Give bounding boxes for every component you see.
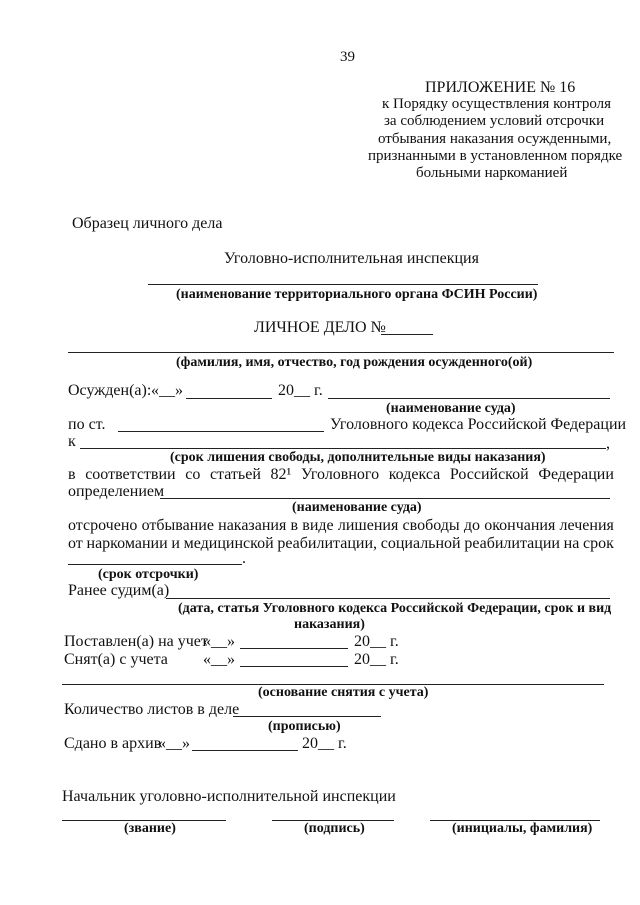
- caption-person: (фамилия, имя, отчество, год рождения осужденного(ой): [176, 355, 533, 370]
- appendix-line-4: признанными в установленном порядке: [368, 148, 623, 164]
- removed-year: 20__ г.: [354, 651, 399, 668]
- deferral-word: и: [171, 535, 180, 552]
- deferral-term-line: [68, 564, 242, 565]
- accordance-word: Российской: [449, 466, 529, 483]
- deferral-word: реабилитации: [464, 535, 560, 552]
- convicted-year: 20__ г.: [278, 382, 323, 399]
- convicted-date-open: «__»: [151, 382, 183, 399]
- archive-label: Сдано в архив: [64, 735, 162, 752]
- deferral-row-1: [68, 518, 614, 534]
- article-comma: ,: [606, 435, 610, 452]
- appendix-line-1: к Порядку осуществления контроля: [382, 96, 612, 112]
- deferral-word: реабилитации,: [277, 535, 377, 552]
- previous-line: [166, 598, 610, 599]
- registered-year: 20__ г.: [354, 633, 399, 650]
- caption-sheets: (прописью): [268, 719, 341, 734]
- deferral-word: свободы: [402, 517, 460, 534]
- accordance-word: со: [185, 466, 201, 483]
- page-number: 39: [340, 49, 355, 65]
- deferral-word: отсрочено: [68, 517, 138, 534]
- deferral-word: лечения: [559, 517, 614, 534]
- chief-label: Начальник уголовно-исполнительной инспекции: [62, 788, 396, 805]
- deferral-row-2: [68, 536, 614, 552]
- appendix-line-2: за соблюдением условий отсрочки: [384, 113, 605, 129]
- deferral-word: окончания: [484, 517, 556, 534]
- deferral-word: наказания: [218, 517, 287, 534]
- article-k: к: [68, 433, 76, 450]
- appendix-title: ПРИЛОЖЕНИЕ № 16: [425, 79, 576, 96]
- caption-previous-1: (дата, статья Уголовного кодекса Российской Федерации, срок и вид: [178, 601, 612, 616]
- deferral-word: на: [563, 535, 580, 552]
- archive-year: 20__ г.: [302, 735, 347, 752]
- deferral-dot: .: [242, 550, 246, 567]
- article-po-st: по ст.: [68, 416, 106, 433]
- accordance-word: Уголовного: [300, 466, 380, 483]
- caption-court-1: (наименование суда): [386, 401, 516, 416]
- sample-label: Образец личного дела: [72, 215, 223, 232]
- sheets-label: Количество листов в деле: [64, 701, 240, 718]
- inspection-title: Уголовно-исполнительная инспекция: [224, 250, 479, 267]
- deferral-word: виде: [302, 517, 334, 534]
- accordance-word: соответствии: [85, 466, 176, 483]
- person-name-line: [68, 352, 614, 353]
- article-code: Уголовного кодекса Российской Федерации: [330, 416, 627, 433]
- deferral-word: от: [68, 535, 83, 552]
- fsin-name-line: [148, 284, 538, 285]
- convicted-label: Осужден(а):: [68, 382, 152, 399]
- caption-fsin: (наименование территориального органа ФСИН России): [176, 287, 538, 302]
- accordance-word: статьей: [209, 466, 261, 483]
- accordance-row: [68, 467, 614, 483]
- previous-label: Ранее судим(а): [68, 582, 170, 599]
- caption-term: (срок лишения свободы, дополнительные виды наказания): [170, 450, 546, 465]
- determination-court-line: [160, 498, 610, 499]
- caption-rank: (звание): [124, 821, 176, 836]
- registered-date-open: «__»: [203, 633, 235, 650]
- deferral-word: лишения: [337, 517, 399, 534]
- appendix-line-5: больными наркоманией: [416, 165, 568, 181]
- case-number-line: [381, 334, 433, 335]
- caption-initials: (инициалы, фамилия): [452, 821, 593, 836]
- accordance-word: кодекса: [388, 466, 441, 483]
- accordance-word: в: [68, 466, 76, 483]
- appendix-line-3: отбывания наказания осужденными,: [378, 131, 612, 147]
- convicted-court-line: [328, 398, 610, 399]
- case-title: ЛИЧНОЕ ДЕЛО №: [254, 319, 386, 336]
- deferral-word: медицинской: [183, 535, 274, 552]
- deferral-word: отбывание: [141, 517, 214, 534]
- removed-month-line: [240, 666, 348, 667]
- caption-signature: (подпись): [304, 821, 365, 836]
- archive-month-line: [192, 750, 298, 751]
- deferral-word: социальной: [380, 535, 461, 552]
- registered-label: Поставлен(а) на учет: [64, 633, 208, 650]
- sheets-line: [233, 716, 381, 717]
- caption-court-2: (наименование суда): [292, 500, 422, 515]
- caption-previous-2: наказания): [294, 617, 365, 632]
- deferral-word: в: [290, 517, 299, 534]
- article-term-line: [80, 448, 606, 449]
- caption-basis: (основание снятия с учета): [258, 685, 429, 700]
- deferral-word: до: [463, 517, 480, 534]
- accordance-word: 82¹: [270, 466, 292, 483]
- determination-label: определением: [68, 483, 165, 500]
- removed-label: Снят(а) с учета: [64, 651, 168, 668]
- caption-deferral-term: (срок отсрочки): [98, 567, 199, 582]
- convicted-month-line: [186, 398, 272, 399]
- archive-date-open: «__»: [158, 735, 190, 752]
- accordance-word: Федерации: [538, 466, 614, 483]
- registered-month-line: [240, 648, 348, 649]
- removed-date-open: «__»: [203, 651, 235, 668]
- article-number-line: [118, 431, 324, 432]
- deferral-word: срок: [583, 535, 614, 552]
- deferral-word: наркомании: [86, 535, 168, 552]
